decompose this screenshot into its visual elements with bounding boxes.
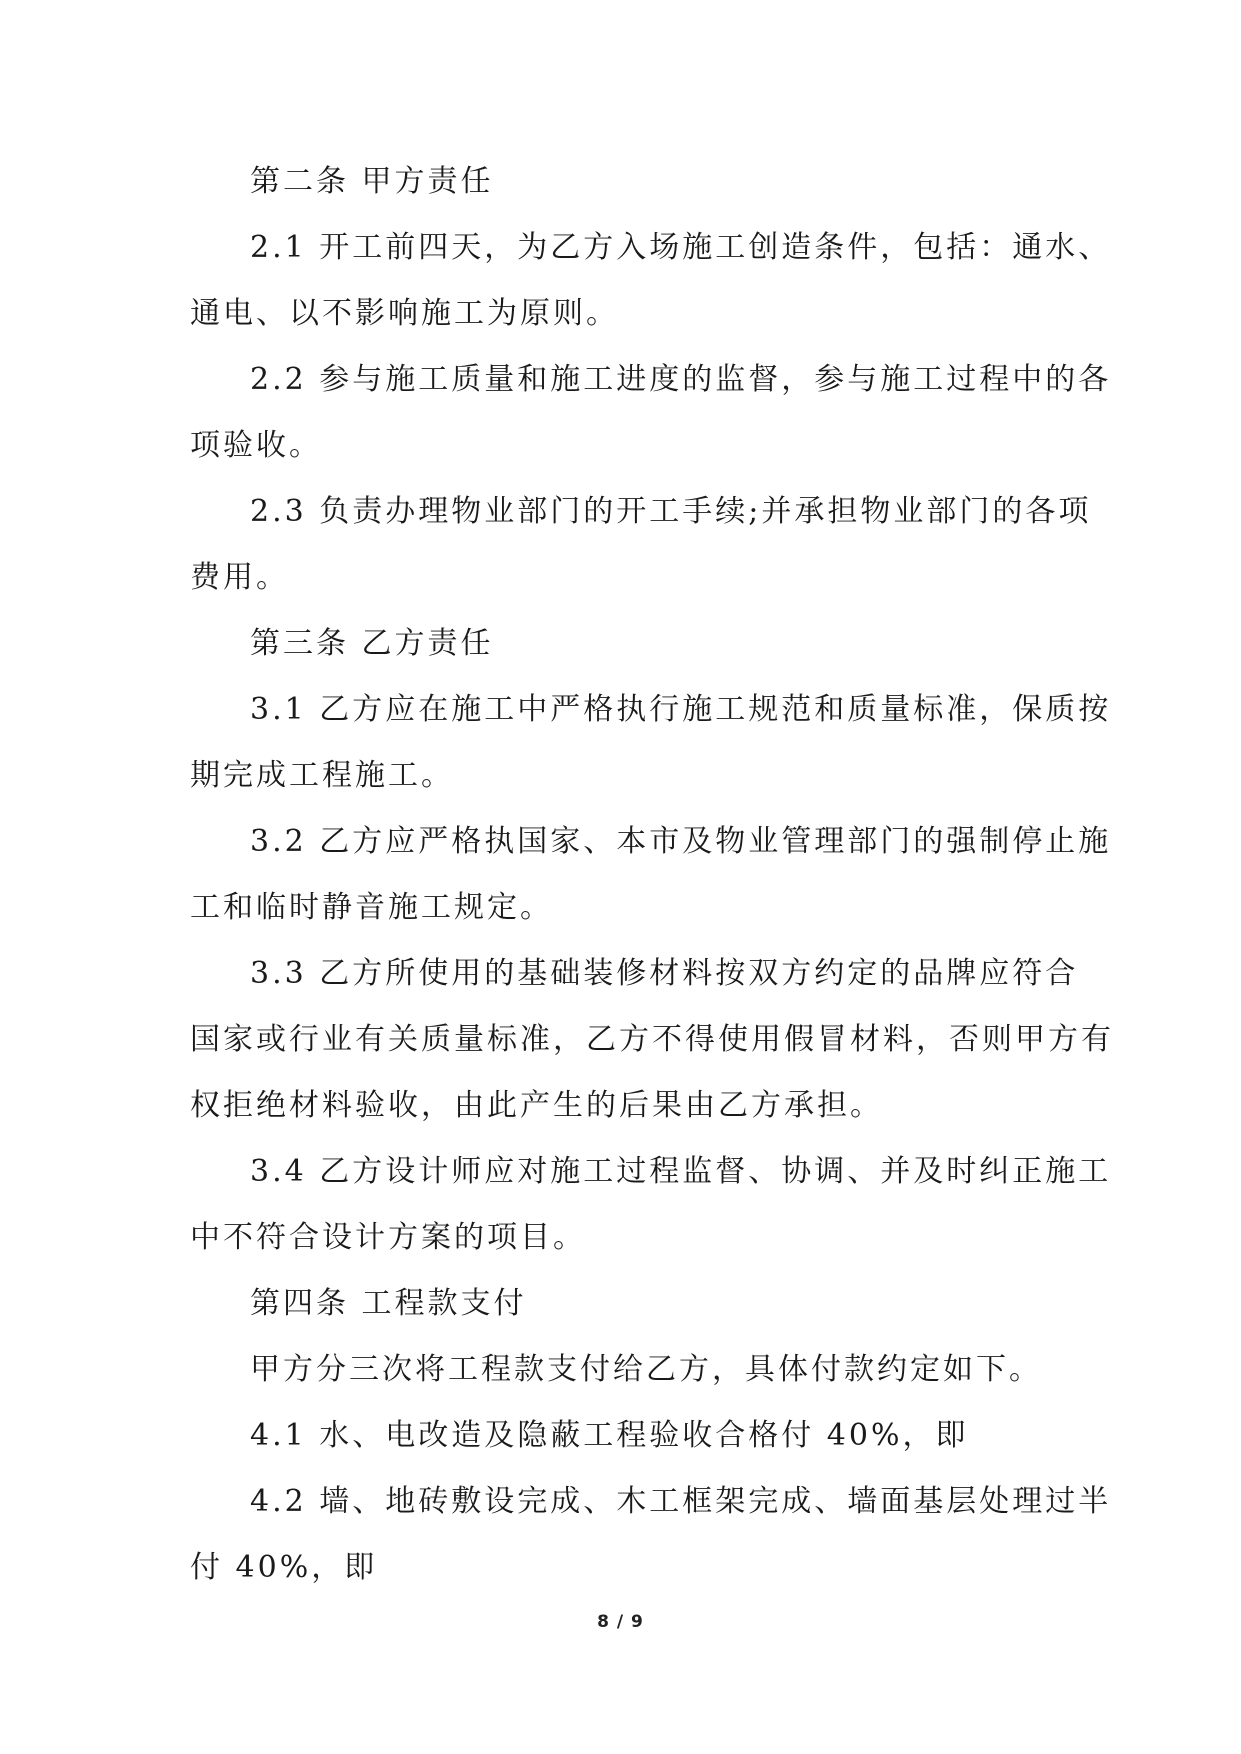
heading-article-4: 第四条 工程款支付: [250, 1286, 527, 1321]
paragraph-line: 3.3 乙方所使用的基础装修材料按双方约定的品牌应符合: [250, 956, 1079, 991]
paragraph-line: 3.1 乙方应在施工中严格执行施工规范和质量标准，保质按: [250, 692, 1112, 727]
paragraph-line: 国家或行业有关质量标准，乙方不得使用假冒材料，否则甲方有: [190, 1022, 1114, 1057]
page-number: 8 / 9: [597, 1612, 644, 1632]
paragraph-line: 项验收。: [190, 428, 322, 463]
paragraph-line: 2.1 开工前四天，为乙方入场施工创造条件，包括：通水、: [250, 230, 1112, 265]
paragraph-line: 中不符合设计方案的项目。: [190, 1220, 586, 1255]
paragraph-line: 权拒绝材料验收，由此产生的后果由乙方承担。: [190, 1088, 883, 1123]
heading-article-2: 第二条 甲方责任: [250, 164, 494, 199]
paragraph-line: 4.1 水、电改造及隐蔽工程验收合格付 40%，即: [250, 1418, 969, 1453]
paragraph-line: 2.3 负责办理物业部门的开工手续;并承担物业部门的各项: [250, 494, 1092, 529]
paragraph-line: 工和临时静音施工规定。: [190, 890, 553, 925]
paragraph-line: 费用。: [190, 560, 289, 595]
paragraph-line: 期完成工程施工。: [190, 758, 454, 793]
heading-article-3: 第三条 乙方责任: [250, 626, 494, 661]
paragraph-line: 2.2 参与施工质量和施工进度的监督，参与施工过程中的各: [250, 362, 1112, 397]
paragraph-line: 甲方分三次将工程款支付给乙方，具体付款约定如下。: [250, 1352, 1042, 1387]
paragraph-line: 付 40%，即: [190, 1550, 378, 1585]
paragraph-line: 通电、以不影响施工为原则。: [190, 296, 619, 331]
paragraph-line: 4.2 墙、地砖敷设完成、木工框架完成、墙面基层处理过半: [250, 1484, 1112, 1519]
paragraph-line: 3.2 乙方应严格执国家、本市及物业管理部门的强制停止施: [250, 824, 1112, 859]
paragraph-line: 3.4 乙方设计师应对施工过程监督、协调、并及时纠正施工: [250, 1154, 1112, 1189]
